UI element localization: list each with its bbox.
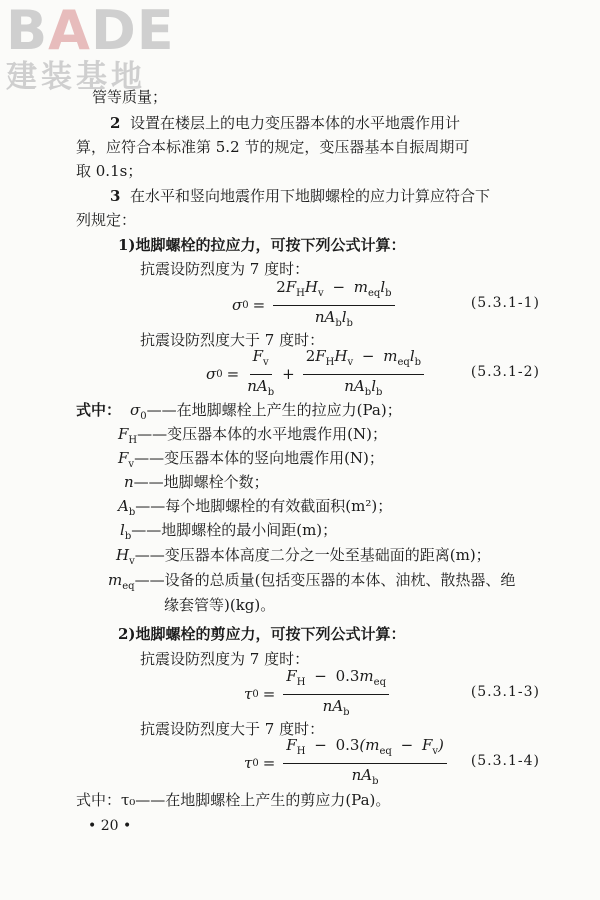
equation-body: τ 0 = $\frac{F_H - 0.3(m_{eq} - F_v)}{nA_b}$	[244, 741, 451, 785]
def-meq-continued: 缘套管等)(kg)。	[164, 596, 276, 614]
logo-letter-b: B	[6, 0, 49, 62]
equation-5-3-1-2	[0, 346, 600, 398]
def-meq	[108, 570, 515, 597]
equation-body: τ 0 = $\frac{F_H - 0.3m_{eq}}{nA_b}$	[244, 672, 393, 716]
description: ——变压器本体的竖向地震作用(N)；	[134, 449, 384, 467]
equation-label: (5.3.1-1)	[470, 295, 540, 311]
description: ——每个地脚螺栓的有效截面积(m²)；	[135, 497, 393, 515]
item-number-3: 3	[110, 187, 121, 205]
page-number: • 20 •	[88, 818, 132, 834]
text-line-5: 列规定：	[76, 211, 137, 229]
logo-subtitle: 建装基地	[6, 59, 146, 95]
symbol: $F_H$	[118, 425, 138, 446]
text-line-4-content: 在水平和竖向地震作用下地脚螺栓的应力计算应符合下	[129, 187, 490, 205]
def-ab	[118, 496, 392, 523]
equation-label: (5.3.1-2)	[470, 364, 540, 380]
subclause-1-heading: 1)地脚螺栓的拉应力，可按下列公式计算：	[118, 236, 406, 254]
condition-gt-7-degree-1: 抗震设防烈度大于 7 度时：	[140, 331, 325, 349]
definitions-intro: 式中：	[76, 401, 122, 419]
def-hv	[116, 545, 491, 572]
symbol: $H_v$	[116, 546, 135, 567]
symbol: $\sigma_0$	[130, 401, 147, 422]
symbol: $A_b$	[118, 497, 136, 518]
logo-letters-de: DE	[90, 0, 175, 62]
item-number-2: 2	[110, 114, 121, 132]
text-line-1-content: 设置在楼层上的电力变压器本体的水平地震作用计	[129, 114, 460, 132]
text-line-4	[110, 186, 490, 206]
def-fh	[118, 424, 387, 451]
description: ——变压器本体高度二分之一处至基础面的距离(m)；	[134, 546, 491, 564]
symbol: n	[124, 473, 134, 491]
condition-7-degree-1: 抗震设防烈度为 7 度时：	[140, 260, 310, 278]
equation-body: σ 0 = $\frac{F_v}{nA_b}$ + $\frac{2F_HH_v - m_{eq}l_b}{nA_bl_b}$	[206, 352, 428, 396]
def-fv	[118, 448, 384, 475]
equation-body: σ 0 = $\frac{2F_HH_v - m_{eq}l_b}{nA_bl_b}$	[232, 283, 399, 327]
description: ——在地脚螺栓上产生的拉应力(Pa)；	[146, 401, 402, 419]
subclause-2-heading: 2)地脚螺栓的剪应力，可按下列公式计算：	[118, 625, 406, 643]
def-n	[124, 472, 269, 492]
text-line-1	[110, 113, 460, 133]
text-line-0: 管等质量；	[92, 88, 168, 106]
def-sigma0	[130, 400, 402, 427]
description: ——变压器本体的水平地震作用(N)；	[137, 425, 387, 443]
symbol: $F_v$	[118, 449, 135, 470]
text-line-3: 取 0.1s；	[76, 162, 143, 180]
symbol: $l_b$	[120, 521, 132, 542]
symbol: $m_{eq}$	[108, 571, 135, 592]
equation-label: (5.3.1-3)	[470, 684, 540, 700]
description: ——地脚螺栓个数；	[133, 473, 269, 491]
definition-tau0: 式中：τ₀——在地脚螺栓上产生的剪应力(Pa)。	[76, 791, 391, 809]
equation-5-3-1-3	[0, 666, 600, 718]
description: ——设备的总质量(包括变压器的本体、油枕、散热器、绝	[134, 571, 516, 589]
text-line-2: 算，应符合本标准第 5.2 节的规定，变压器基本自振周期可	[76, 138, 470, 156]
equation-5-3-1-4	[0, 735, 600, 787]
site-logo	[6, 0, 175, 95]
condition-7-degree-2: 抗震设防烈度为 7 度时：	[140, 650, 310, 668]
equation-5-3-1-1	[0, 277, 600, 329]
logo-wordmark	[6, 0, 175, 62]
def-lb	[120, 520, 337, 547]
logo-letter-a: A	[48, 0, 91, 62]
condition-gt-7-degree-2: 抗震设防烈度大于 7 度时：	[140, 720, 325, 738]
equation-label: (5.3.1-4)	[470, 753, 540, 769]
description: ——地脚螺栓的最小间距(m)；	[131, 521, 338, 539]
